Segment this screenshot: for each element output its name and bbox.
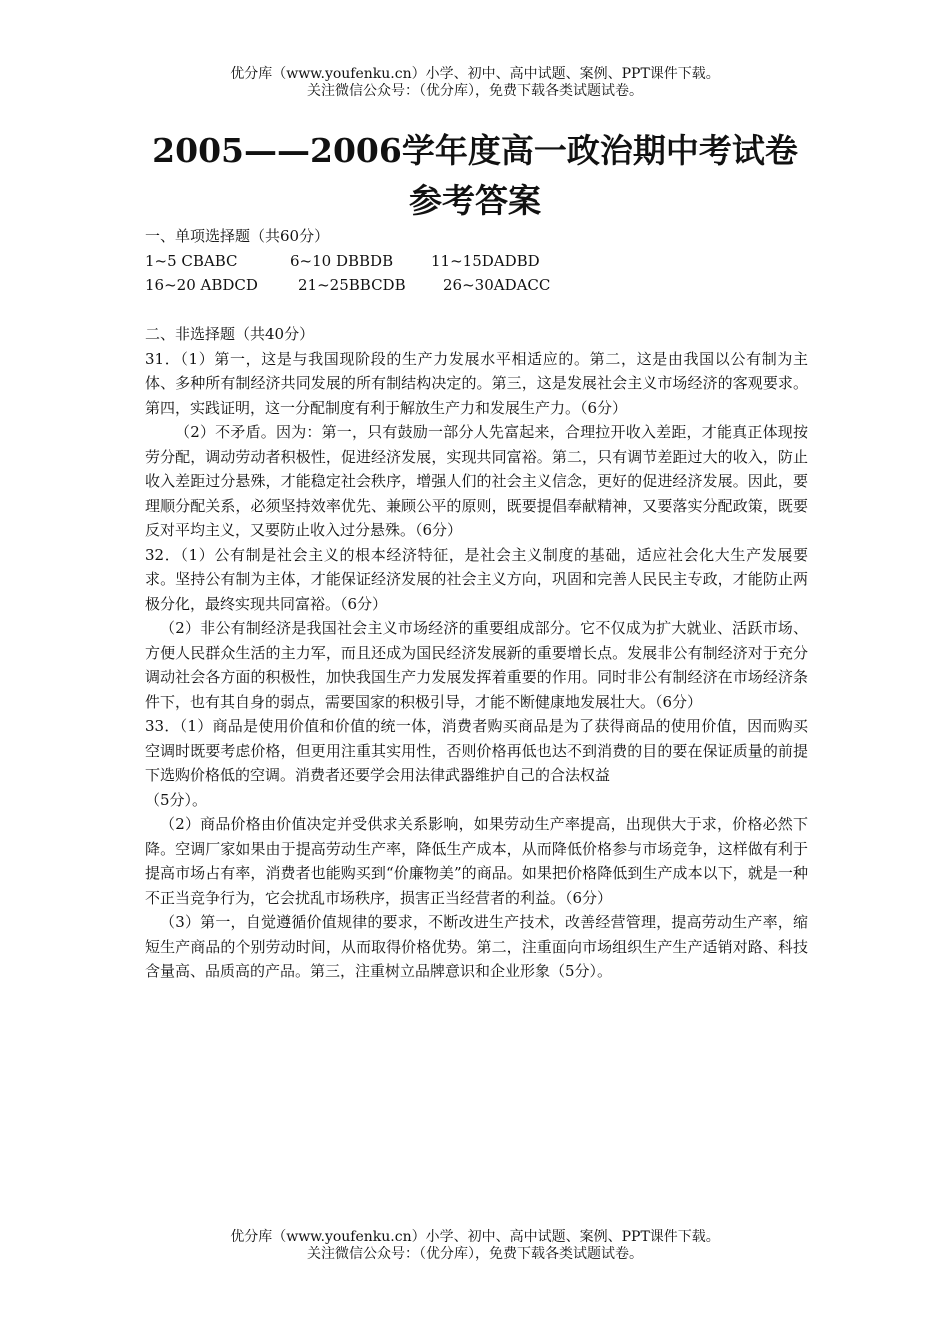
header-line-2: 关注微信公众号：（优分库），免费下载各类试题试卷。 — [307, 83, 643, 99]
answer-group-11-15: 11~15DADBD — [431, 251, 540, 270]
document-subtitle: 参考答案 — [409, 181, 541, 220]
answer-row-2 — [145, 273, 808, 298]
answer-content — [145, 224, 808, 984]
answer-33-part-1: 33．（1）商品是使用价值和价值的统一体，消费者购买商品是为了获得商品的使用价值，因而购买空调时既要考虑价格，但更用注重其实用性，否则价格再低也达不到消费的目的要在保证质量的前提下选购价格低的空调。消费者还要学会用法律武器维护自己的合法权益 — [145, 717, 808, 784]
section-2-heading: 二、非选择题（共40分） — [145, 325, 315, 343]
answer-group-1-5: 1~5 CBABC — [145, 251, 238, 270]
answer-33-part-2: （2）商品价格由价值决定并受供求关系影响，如果劳动生产率提高，出现供大于求，价格必然下降。空调厂家如果由于提高劳动生产率，降低生产成本，从而降低价格参与市场竞争，这样做有利于提高市场占有率，消费者也能购买到“价廉物美”的商品。如果把价格降低到生产成本以下，就是一种不正当竞争行为，它会扰乱市场秩序，损害正当经营者的利益。（6分） — [145, 815, 808, 907]
header-line-1: 优分库（www.youfenku.cn）小学、初中、高中试题、案例、PPT课件下载。 — [230, 66, 720, 82]
answer-group-16-20: 16~20 ABDCD — [145, 276, 258, 294]
section-1-heading: 一、单项选择题（共60分） — [145, 227, 330, 245]
answer-group-21-25: 21~25BBCDB — [298, 276, 406, 294]
answer-32-part-1: 32．（1）公有制是社会主义的根本经济特征，是社会主义制度的基础，适应社会化大生产发展要求。坚持公有制为主体，才能保证经济发展的社会主义方向，巩固和完善人民民主专政，才能防止两极分化，最终实现共同富裕。（6分） — [145, 545, 808, 613]
answer-31-part-2: （2）不矛盾。因为：第一，只有鼓励一部分人先富起来，合理拉开收入差距，才能真正体现按劳分配，调动劳动者积极性，促进经济发展，实现共同富裕。第二，只有调节差距过大的收入，防止收入差距过分悬殊，才能稳定社会秩序，增强人们的社会主义信念，更好的促进经济发展。因此，要理顺分配关系，必须坚持效率优先、兼顾公平的原则，既要提倡奉献精神，又要落实分配政策，既要反对平均主义，又要防止收入过分悬殊。（6分） — [145, 423, 808, 539]
answer-group-26-30: 26~30ADACC — [443, 276, 551, 294]
answer-32-part-2: （2）非公有制经济是我国社会主义市场经济的重要组成部分。它不仅成为扩大就业、活跃市场、方便人民群众生活的主力军，而且还成为国民经济发展新的重要增长点。发展非公有制经济对于充分调动社会各方面的积极性，加快我国生产力发展发挥着重要的作用。同时非公有制经济在市场经济条件下，也有其自身的弱点，需要国家的积极引导，才能不断健康地发展壮大。（6分） — [145, 619, 808, 711]
answer-33-part-3: （3）第一，自觉遵循价值规律的要求，不断改进生产技术，改善经营管理，提高劳动生产率，缩短生产商品的个别劳动时间，从而取得价格优势。第二，注重面向市场组织生产生产适销对路、科技含量高、品质高的产品。第三，注重树立品牌意识和企业形象（5分）。 — [145, 913, 808, 980]
page-header — [0, 66, 950, 100]
document-title: 2005——2006学年度高一政治期中考试卷 — [152, 131, 798, 170]
answer-33-part-1-score: （5分）。 — [145, 790, 208, 809]
footer-line-2: 关注微信公众号：（优分库），免费下载各类试题试卷。 — [307, 1246, 643, 1262]
answer-group-6-10: 6~10 DBBDB — [290, 251, 394, 270]
footer-line-1: 优分库（www.youfenku.cn）小学、初中、高中试题、案例、PPT课件下载。 — [230, 1229, 720, 1245]
answer-31-part-1: 31．（1）第一，这是与我国现阶段的生产力发展水平相适应的。第二，这是由我国以公有制为主体、多种所有制经济共同发展的所有制结构决定的。第三，这是发展社会主义市场经济的客观要求。第四，实践证明，这一分配制度有利于解放生产力和发展生产力。（6分） — [145, 349, 808, 417]
blank-line — [145, 298, 808, 323]
answer-row-1 — [145, 249, 808, 274]
page-footer — [0, 1229, 950, 1263]
